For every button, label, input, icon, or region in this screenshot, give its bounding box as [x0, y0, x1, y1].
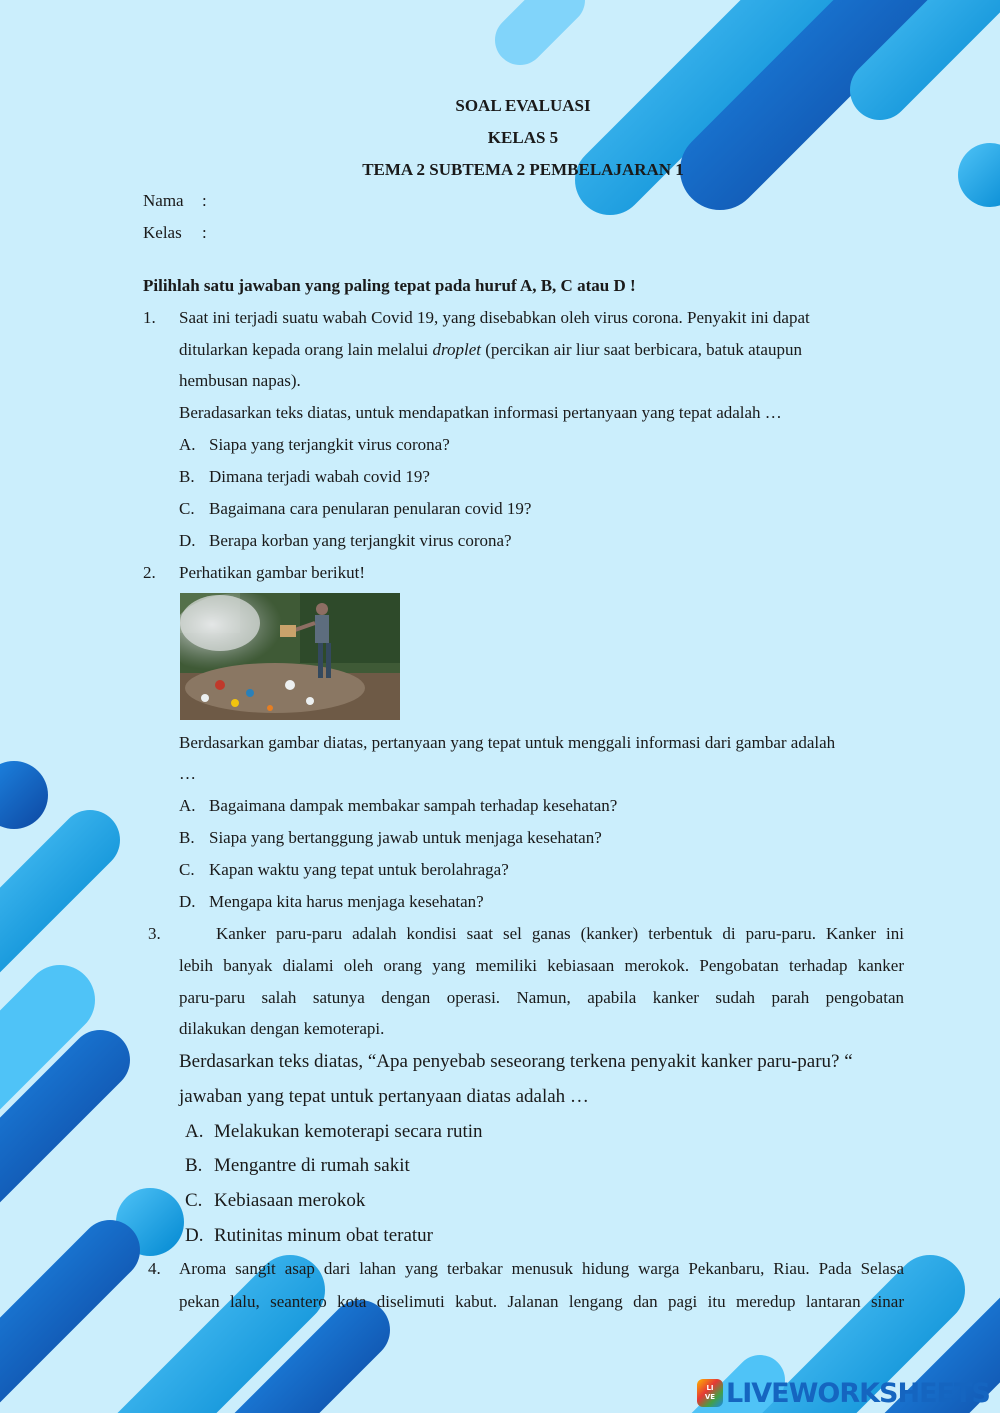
option-letter: C. [179, 860, 195, 879]
option-d[interactable]: Mengapa kita harus menjaga kesehatan? [209, 892, 484, 911]
question-text: pekan lalu, seantero kota diselimuti kabut. Jalanan lengang dan pagi itu meredup lantaran sinar [179, 1292, 904, 1311]
worksheet-theme: TEMA 2 SUBTEMA 2 PEMBELAJARAN 1 [362, 160, 684, 179]
question-number: 4. [148, 1259, 161, 1278]
option-letter: C. [185, 1190, 203, 1211]
option-d[interactable]: Rutinitas minum obat teratur [214, 1225, 433, 1246]
question-number: 1. [143, 308, 156, 327]
question-text: lebih banyak dialami oleh orang yang memiliki kebiasaan merokok. Pengobatan terhadap kanker [179, 956, 904, 975]
logo-text: LIVEWORKSHEETS [726, 1377, 990, 1409]
option-b[interactable]: Dimana terjadi wabah covid 19? [209, 467, 430, 486]
option-b[interactable]: Siapa yang bertanggung jawab untuk menjaga kesehatan? [209, 828, 602, 847]
question-number: 2. [143, 563, 156, 582]
burning-trash-photo [180, 593, 400, 720]
question-text: dilakukan dengan kemoterapi. [179, 1019, 385, 1038]
name-colon: : [202, 191, 207, 210]
question-text: Perhatikan gambar berikut! [179, 563, 365, 582]
logo-badge-top: LI [706, 1384, 714, 1392]
option-a[interactable]: Melakukan kemoterapi secara rutin [214, 1121, 483, 1142]
worksheet-title: SOAL EVALUASI [455, 96, 591, 115]
question-text-part: (percikan air liur saat berbicara, batuk ataupun [480, 340, 802, 359]
logo-badge-bottom: VE [704, 1393, 716, 1401]
option-letter: B. [179, 828, 195, 847]
option-letter: A. [179, 796, 196, 815]
class-colon: : [202, 223, 207, 242]
option-c[interactable]: Kebiasaan merokok [214, 1190, 366, 1211]
option-d[interactable]: Berapa korban yang terjangkit virus corona? [209, 531, 512, 550]
option-c[interactable]: Kapan waktu yang tepat untuk berolahraga? [209, 860, 509, 879]
question-number: 3. [148, 924, 161, 943]
question-prompt: Beradasarkan teks diatas, untuk mendapatkan informasi pertanyaan yang tepat adalah … [179, 403, 782, 422]
option-letter: D. [179, 531, 196, 550]
option-b[interactable]: Mengantre di rumah sakit [214, 1155, 410, 1176]
option-letter: D. [185, 1225, 204, 1246]
question-text [179, 340, 802, 360]
worksheet-class: KELAS 5 [487, 128, 559, 147]
option-letter: A. [179, 435, 196, 454]
question-prompt: Berdasarkan gambar diatas, pertanyaan yang tepat untuk menggali informasi dari gambar adalah [179, 733, 836, 752]
question-text-italic: droplet [432, 340, 481, 359]
question-text-part: ditularkan kepada orang lain melalui [179, 340, 433, 359]
option-a[interactable]: Bagaimana dampak membakar sampah terhadap kesehatan? [209, 796, 618, 815]
option-c[interactable]: Bagaimana cara penularan penularan covid 19? [209, 499, 532, 518]
question-text: Saat ini terjadi suatu wabah Covid 19, yang disebabkan oleh virus corona. Penyakit ini dapat [179, 308, 810, 327]
class-label: Kelas [143, 223, 182, 242]
logo-badge-icon [697, 1379, 723, 1407]
question-text: hembusan napas). [179, 371, 301, 390]
option-letter: C. [179, 499, 195, 518]
question-prompt: Berdasarkan teks diatas, “Apa penyebab seseorang terkena penyakit kanker paru-paru? “ [179, 1051, 853, 1072]
question-text: paru-paru salah satunya dengan operasi. Namun, apabila kanker sudah parah pengobatan [179, 988, 904, 1007]
option-letter: A. [185, 1121, 204, 1142]
option-a[interactable]: Siapa yang terjangkit virus corona? [209, 435, 450, 454]
question-prompt: jawaban yang tepat untuk pertanyaan diatas adalah … [179, 1086, 589, 1107]
option-letter: D. [179, 892, 196, 911]
name-label: Nama [143, 191, 184, 210]
option-letter: B. [179, 467, 195, 486]
question-text: Kanker paru-paru adalah kondisi saat sel ganas (kanker) terbentuk di paru-paru. Kanker ini [216, 924, 904, 943]
question-prompt: … [179, 764, 196, 783]
question-text: Aroma sangit asap dari lahan yang terbakar menusuk hidung warga Pekanbaru, Riau. Pada Selasa [179, 1259, 904, 1278]
option-letter: B. [185, 1155, 203, 1176]
liveworksheets-logo[interactable] [697, 1376, 990, 1410]
instruction: Pilihlah satu jawaban yang paling tepat pada huruf A, B, C atau D ! [143, 276, 636, 295]
